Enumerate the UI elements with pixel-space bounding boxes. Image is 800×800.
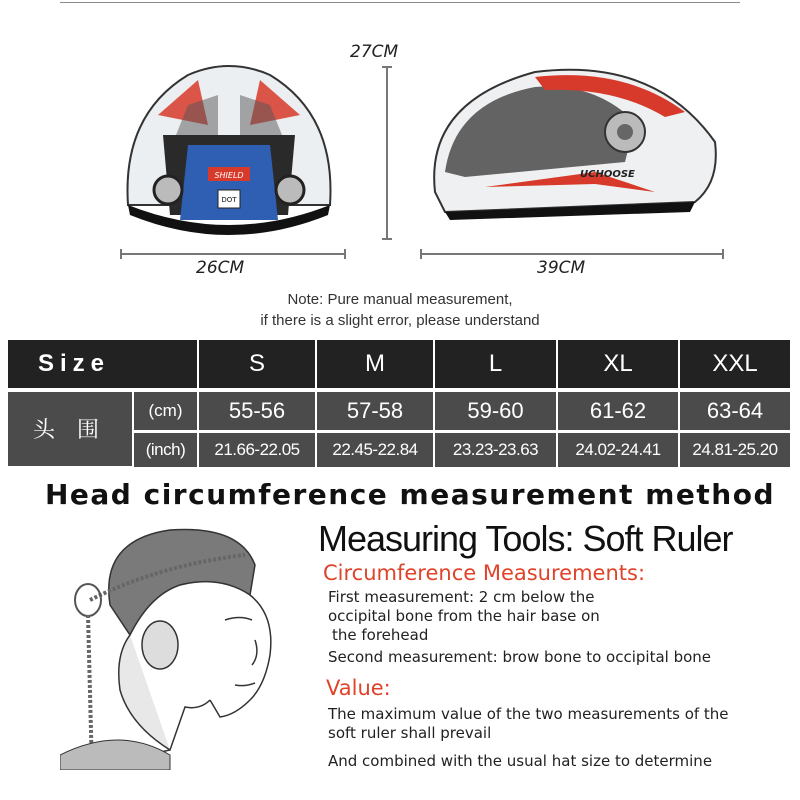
value-line-2: soft ruler shall prevail bbox=[328, 724, 492, 742]
helmet-rear-image bbox=[118, 55, 340, 235]
top-divider bbox=[60, 2, 740, 3]
cm-row bbox=[8, 390, 790, 432]
cm-s: 55-56 bbox=[198, 390, 316, 432]
width-indicator bbox=[120, 253, 346, 255]
length-label: 39CM bbox=[537, 258, 586, 278]
inch-s: 21.66-22.05 bbox=[198, 432, 316, 468]
combined-line: And combined with the usual hat size to determine bbox=[328, 752, 713, 770]
cm-xl: 61-62 bbox=[557, 390, 679, 432]
length-indicator bbox=[420, 253, 724, 255]
size-chart-table bbox=[8, 340, 790, 469]
cm-m: 57-58 bbox=[316, 390, 434, 432]
first-measurement-line-3: the forehead bbox=[332, 626, 429, 644]
head-circumference-label: 头 围 bbox=[8, 390, 133, 467]
size-title: Size bbox=[8, 340, 198, 390]
value-line-1: The maximum value of the two measurements of the bbox=[328, 705, 729, 723]
height-indicator bbox=[386, 66, 388, 240]
width-label: 26CM bbox=[196, 258, 245, 278]
note-line-2: if there is a slight error, please understand bbox=[260, 312, 540, 329]
method-title: Head circumference measurement method bbox=[44, 478, 775, 511]
inch-l: 23.23-23.63 bbox=[434, 432, 557, 468]
inch-xl: 24.02-24.41 bbox=[557, 432, 679, 468]
cm-xxl: 63-64 bbox=[679, 390, 790, 432]
size-s: S bbox=[198, 340, 316, 390]
unit-cm: (cm) bbox=[133, 390, 198, 432]
head-measurement-illustration bbox=[60, 525, 310, 770]
inch-xxl: 24.81-25.20 bbox=[679, 432, 790, 468]
inch-m: 22.45-22.84 bbox=[316, 432, 434, 468]
note-line-1: Note: Pure manual measurement, bbox=[287, 291, 513, 308]
size-l: L bbox=[434, 340, 557, 390]
value-heading: Value: bbox=[326, 676, 391, 700]
second-measurement: Second measurement: brow bone to occipital bone bbox=[328, 648, 712, 666]
unit-inch: (inch) bbox=[133, 432, 198, 468]
height-label: 27CM bbox=[350, 42, 399, 62]
size-xxl: XXL bbox=[679, 340, 790, 390]
cm-l: 59-60 bbox=[434, 390, 557, 432]
size-xl: XL bbox=[557, 340, 679, 390]
svg-text:SHIELD: SHIELD bbox=[214, 171, 244, 180]
circumference-heading: Circumference Measurements: bbox=[323, 561, 646, 585]
helmet-side-image bbox=[425, 62, 723, 222]
size-m: M bbox=[316, 340, 434, 390]
helmet-brand-text: UCHOOSE bbox=[580, 169, 635, 180]
measuring-tools-heading: Measuring Tools: Soft Ruler bbox=[318, 518, 733, 559]
svg-text:DOT: DOT bbox=[221, 196, 237, 204]
first-measurement-line-2: occipital bone from the hair base on bbox=[328, 607, 600, 625]
first-measurement-line-1: First measurement: 2 cm below the bbox=[328, 588, 595, 606]
size-header-row bbox=[8, 340, 790, 390]
